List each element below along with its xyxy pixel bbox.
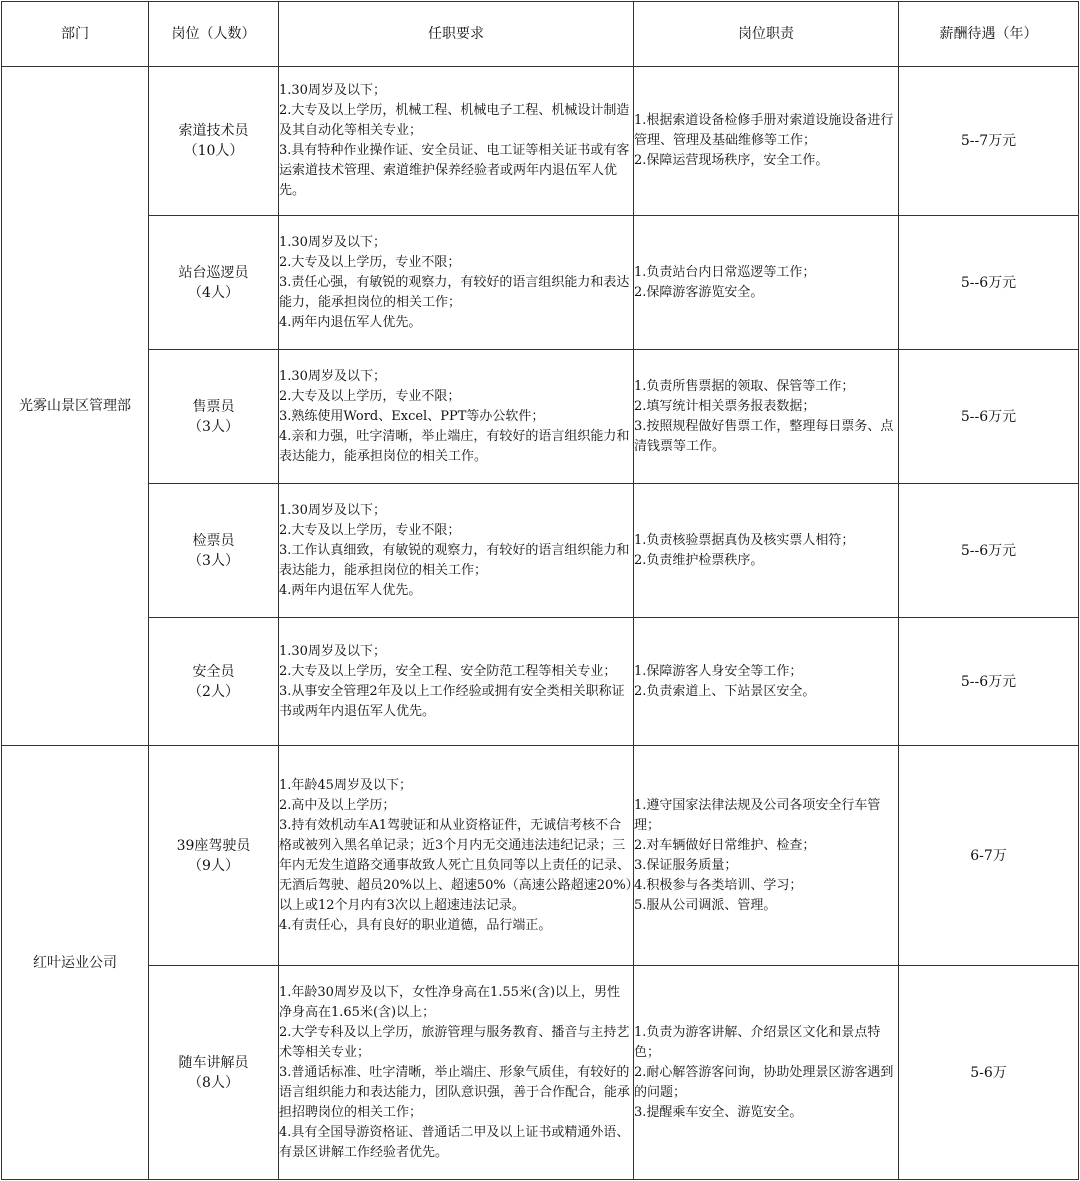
requirements-cell: 1.年龄30周岁及以下，女性净身高在1.55米(含)以上，男性净身高在1.65米(含)以上； 2.大学专科及以上学历，旅游管理与服务教育、播音与主持艺术等相关专业； 3.普通话标准、吐字清晰，举止端庄、形象气质佳，有较好的语言组织能力和表达能力，团队意识强，善于合作配合，能承担招聘岗位的相关工作； 4.具有全国导游资格证、普通话二甲及以上证书或精通外语、有景区讲解工作经验者优先。 bbox=[279, 966, 634, 1180]
duties-cell: 1.遵守国家法律法规及公司各项安全行车管理； 2.对车辆做好日常维护、检查； 3.保证服务质量； 4.积极参与各类培训、学习； 5.服从公司调派、管理。 bbox=[634, 746, 899, 966]
table-row bbox=[2, 618, 1079, 746]
salary-cell: 5--6万元 bbox=[899, 216, 1079, 350]
header-dept: 部门 bbox=[2, 2, 149, 67]
header-salary: 薪酬待遇（年） bbox=[899, 2, 1079, 67]
table-row bbox=[2, 350, 1079, 484]
requirements-cell: 1.30周岁及以下； 2.大专及以上学历，安全工程、安全防范工程等相关专业； 3.从事安全管理2年及以上工作经验或拥有安全类相关职称证书或两年内退伍军人优先。 bbox=[279, 618, 634, 746]
salary-cell: 5--6万元 bbox=[899, 484, 1079, 618]
salary-cell: 5--6万元 bbox=[899, 618, 1079, 746]
position-cell bbox=[149, 350, 279, 484]
position-name: 随车讲解员 bbox=[178, 1054, 249, 1071]
duties-cell: 1.负责为游客讲解、介绍景区文化和景点特色； 2.耐心解答游客问询，协助处理景区游客遇到的问题； 3.提醒乘车安全、游览安全。 bbox=[634, 966, 899, 1180]
salary-cell: 5--7万元 bbox=[899, 67, 1079, 216]
position-count: （2人） bbox=[188, 683, 239, 700]
position-name: 售票员 bbox=[192, 398, 235, 415]
position-cell bbox=[149, 618, 279, 746]
recruitment-table bbox=[1, 1, 1079, 1180]
requirements-cell: 1.30周岁及以下； 2.大专及以上学历，专业不限； 3.工作认真细致，有敏锐的观察力，有较好的语言组织能力和表达能力，能承担岗位的相关工作； 4.两年内退伍军人优先。 bbox=[279, 484, 634, 618]
position-cell bbox=[149, 216, 279, 350]
duties-cell: 1.保障游客人身安全等工作； 2.负责索道上、下站景区安全。 bbox=[634, 618, 899, 746]
position-name: 安全员 bbox=[192, 663, 235, 680]
table-row bbox=[2, 216, 1079, 350]
position-name: 检票员 bbox=[192, 532, 235, 549]
position-cell bbox=[149, 746, 279, 966]
position-count: （3人） bbox=[188, 418, 239, 435]
position-cell bbox=[149, 67, 279, 216]
table-row bbox=[2, 67, 1079, 216]
duties-cell: 1.负责核验票据真伪及核实票人相符； 2.负责维护检票秩序。 bbox=[634, 484, 899, 618]
duties-cell: 1.根据索道设备检修手册对索道设施设备进行管理、管理及基础维修等工作； 2.保障运营现场秩序，安全工作。 bbox=[634, 67, 899, 216]
position-name: 索道技术员 bbox=[178, 123, 249, 139]
position-cell bbox=[149, 484, 279, 618]
duties-cell: 1.负责所售票据的领取、保管等工作； 2.填写统计相关票务报表数据； 3.按照规程做好售票工作，整理每日票务、点清钱票等工作。 bbox=[634, 350, 899, 484]
header-row bbox=[2, 2, 1079, 67]
requirements-cell: 1.30周岁及以下； 2.大专及以上学历，机械工程、机械电子工程、机械设计制造及其自动化等相关专业； 3.具有特种作业操作证、安全员证、电工证等相关证书或有客运索道技术管理、索道维护保养经验者或两年内退伍军人优先。 bbox=[279, 67, 634, 216]
requirements-cell: 1.30周岁及以下； 2.大专及以上学历，专业不限； 3.熟练使用Word、Excel、PPT等办公软件； 4.亲和力强，吐字清晰，举止端庄，有较好的语言组织能力和表达能力，能承担岗位的相关工作。 bbox=[279, 350, 634, 484]
requirements-cell: 1.30周岁及以下； 2.大专及以上学历，专业不限； 3.责任心强，有敏锐的观察力，有较好的语言组织能力和表达能力，能承担岗位的相关工作； 4.两年内退伍军人优先。 bbox=[279, 216, 634, 350]
table-row bbox=[2, 966, 1079, 1180]
department-cell: 红叶运业公司 bbox=[2, 746, 149, 1180]
position-count: （4人） bbox=[188, 284, 239, 301]
table-row bbox=[2, 746, 1079, 966]
table-row bbox=[2, 484, 1079, 618]
position-count: （9人） bbox=[188, 857, 239, 874]
salary-cell: 5--6万元 bbox=[899, 350, 1079, 484]
position-count: （10人） bbox=[183, 143, 244, 159]
header-duties: 岗位职责 bbox=[634, 2, 899, 67]
header-position: 岗位（人数） bbox=[149, 2, 279, 67]
position-count: （8人） bbox=[188, 1074, 239, 1091]
position-name: 39座驾驶员 bbox=[176, 837, 251, 854]
position-count: （3人） bbox=[188, 552, 239, 569]
position-cell bbox=[149, 966, 279, 1180]
duties-cell: 1.负责站台内日常巡逻等工作； 2.保障游客游览安全。 bbox=[634, 216, 899, 350]
salary-cell: 5-6万 bbox=[899, 966, 1079, 1180]
position-name: 站台巡逻员 bbox=[178, 264, 249, 281]
header-requirements: 任职要求 bbox=[279, 2, 634, 67]
department-cell: 光雾山景区管理部 bbox=[2, 67, 149, 746]
salary-cell: 6-7万 bbox=[899, 746, 1079, 966]
requirements-cell: 1.年龄45周岁及以下； 2.高中及以上学历； 3.持有效机动车A1驾驶证和从业资格证件，无诚信考核不合格或被列入黑名单记录；近3个月内无交通违法违纪记录；三年内无发生道路交通事故致人死亡且负同等以上责任的记录、无酒后驾驶、超员20%以上、超速50%（高速公路超速20%）以上或12个月内有3次以上超速违法记录。 4.有责任心，具有良好的职业道德，品行端正。 bbox=[279, 746, 634, 966]
